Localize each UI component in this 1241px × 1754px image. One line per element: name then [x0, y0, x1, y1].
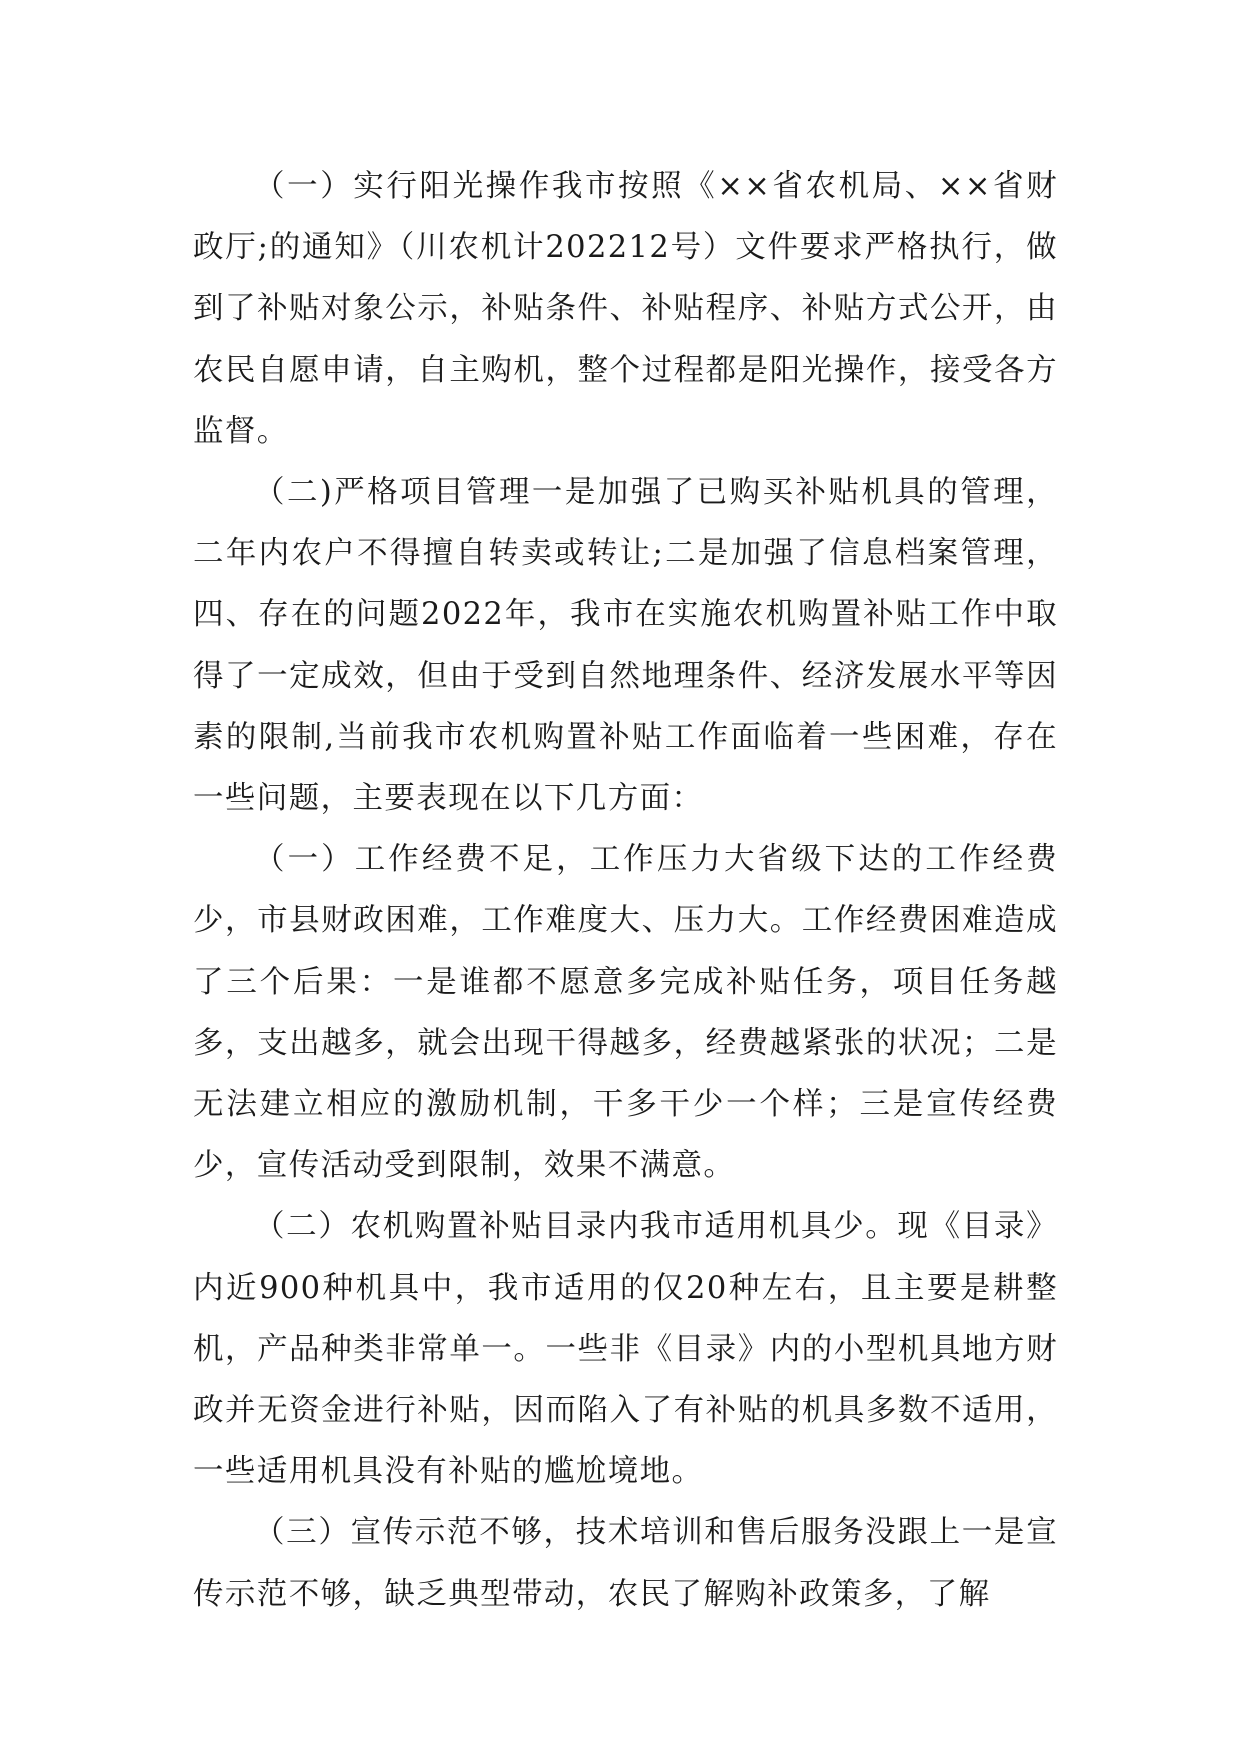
paragraph-insufficient-funding: （一）工作经费不足，工作压力大省级下达的工作经费少，市县财政困难，工作难度大、压力大。工作经费困难造成了三个后果：一是谁都不愿意多完成补贴任务，项目任务越多，支出越多，就会出现干得越多，经费越紧张的状况；二是无法建立相应的激励机制，干多干少一个样；三是宣传经费少，宣传活动受到限制，效果不满意。 — [193, 842, 1058, 1184]
paragraph-publicity-training: （三）宣传示范不够，技术培训和售后服务没跟上一是宣传示范不够，缺乏典型带动，农民了解购补政策多，了解 — [193, 1515, 1058, 1612]
document-body — [193, 156, 1058, 1625]
paragraph-sunshine-operation: （一）实行阳光操作我市按照《××省农机局、××省财政厅;的通知》（川农机计202212号）文件要求严格执行，做到了补贴对象公示，补贴条件、补贴程序、补贴方式公开，由农民自愿申请，自主购机，整个过程都是阳光操作，接受各方监督。 — [193, 169, 1058, 449]
paragraph-catalog-machinery: （二）农机购置补贴目录内我市适用机具少。现《目录》内近900种机具中，我市适用的仅20种左右，且主要是耕整机，产品种类非常单一。一些非《目录》内的小型机具地方财政并无资金进行补贴，因而陷入了有补贴的机具多数不适用，一些适用机具没有补贴的尴尬境地。 — [193, 1209, 1058, 1490]
paragraph-project-management: （二)严格项目管理一是加强了已购买补贴机具的管理，二年内农户不得擅自转卖或转让;二是加强了信息档案管理，四、存在的问题2022年，我市在实施农机购置补贴工作中取得了一定成效，但由于受到自然地理条件、经济发展水平等因素的限制,当前我市农机购置补贴工作面临着一些困难，存在一些问题，主要表现在以下几方面： — [193, 475, 1058, 817]
